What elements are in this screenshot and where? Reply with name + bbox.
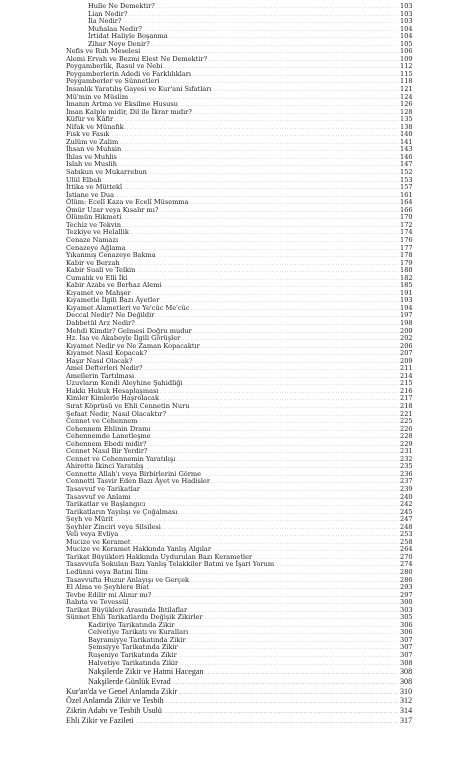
toc-entry-page-number: 231 xyxy=(400,448,418,456)
toc-entry-page-number: 307 xyxy=(400,644,418,652)
toc-entry-title: Dabbetül Arz Nedir? xyxy=(66,318,135,327)
toc-entry-title: Ölüm: Ecelî Kaza ve Ecelî Müsemma xyxy=(66,198,189,207)
toc-entry-page-number: 179 xyxy=(400,260,418,268)
toc-entry xyxy=(66,524,418,532)
toc-entry-title: Ölümün Hikmeti xyxy=(66,213,122,222)
toc-entry-title: Techiz ve Tekvin xyxy=(66,220,121,229)
toc-entry-title: Rabıta ve Tevessül xyxy=(66,598,129,607)
toc-entry xyxy=(88,677,418,687)
dot-leader xyxy=(88,11,398,19)
toc-entry-title: Celvetiye Tarikatı ve Kuralları xyxy=(88,628,189,637)
toc-entry-title: İman Kalple midir, Dil ile İkrar mıdır? xyxy=(66,107,192,116)
toc-entry-title: Sünnet Ehli Tarikatlarda Değişik Zikirler xyxy=(66,613,203,622)
toc-entry-page-number: 115 xyxy=(400,71,418,79)
toc-entry-page-number: 152 xyxy=(400,169,418,177)
toc-entry-page-number: 106 xyxy=(400,48,418,56)
toc-entry-title: Hulle Ne Demektir? xyxy=(88,2,155,10)
toc-entry-title: Muhalaa Nedir? xyxy=(88,24,142,33)
toc-entry-page-number: 207 xyxy=(400,350,418,358)
toc-list xyxy=(0,3,471,725)
toc-entry-page-number: 182 xyxy=(400,275,418,283)
toc-entry xyxy=(66,169,418,177)
toc-entry-title: Şeyh ve Mürit xyxy=(66,515,114,524)
toc-entry-page-number: 105 xyxy=(400,41,418,49)
toc-entry-title: Tevbe Edilir mi Alınır mı? xyxy=(66,590,152,599)
toc-entry-title: Kabir Suali ve Telkin xyxy=(66,266,136,275)
toc-entry-title: Kıyamet Alametleri ve Ye'cûc Me'cûc xyxy=(66,303,190,312)
toc-entry-page-number: 147 xyxy=(400,161,418,169)
toc-entry-page-number: 166 xyxy=(400,207,418,215)
toc-entry-page-number: 280 xyxy=(400,569,418,577)
toc-entry-title: Hakkı Hukuk Hesaplaşması xyxy=(66,386,159,395)
toc-entry-page-number: 229 xyxy=(400,441,418,449)
toc-entry-title: Cehennem Ehlinin Dramı xyxy=(66,424,151,433)
toc-entry-title: Tarikatların Yayılışı ve Çoğalması xyxy=(66,507,178,516)
toc-entry-page-number: 118 xyxy=(400,78,418,86)
toc-entry-title: Nakşilerde Zikir ve Hatmi Hacegan xyxy=(88,667,204,677)
toc-entry-page-number: 164 xyxy=(400,199,418,207)
toc-entry-title: El Alma ve Şeyhlere Biat xyxy=(66,583,149,592)
toc-entry-title: Kıyamet Nedir ve Ne Zaman Kopacaktır xyxy=(66,341,200,350)
toc-entry-title: İmanın Artma ve Eksilme Hususu xyxy=(66,100,178,109)
toc-entry-title: İhlas ve Muhlis xyxy=(66,152,117,161)
toc-entry-title: Mehdi Kimdir? Gelmesi Doğru mudur xyxy=(66,326,192,335)
toc-entry-title: İttika ve Müttekî xyxy=(66,183,123,192)
toc-entry-title: Şeyhler Zinciri veya Silsilesi xyxy=(66,522,161,531)
toc-entry-title: Kur'an'da ve Genel Anlamda Zikir xyxy=(66,686,178,696)
toc-entry xyxy=(66,706,418,716)
toc-entry-page-number: 157 xyxy=(400,184,418,192)
toc-entry-title: Ulül Elbab xyxy=(66,175,102,184)
toc-entry-page-number: 248 xyxy=(400,524,418,532)
toc-entry-title: Kıyametle İlgili Bazı Âyetler xyxy=(66,296,160,305)
toc-entry-page-number: 135 xyxy=(400,116,418,124)
toc-entry-title: Mucize ve Keramet Hakkında Yanlış Algılar xyxy=(66,545,212,554)
toc-entry xyxy=(88,3,418,11)
toc-entry-title: Sırat Köprüsü ve Ehli Cennetin Nuru xyxy=(66,401,190,410)
toc-entry-page-number: 112 xyxy=(400,63,418,71)
toc-entry-page-number: 221 xyxy=(400,411,418,419)
toc-entry xyxy=(66,696,418,706)
toc-entry-page-number: 140 xyxy=(400,131,418,139)
toc-entry-page-number: 240 xyxy=(400,494,418,502)
toc-entry-page-number: 211 xyxy=(400,365,418,373)
toc-entry-page-number: 143 xyxy=(400,146,418,154)
toc-entry-page-number: 264 xyxy=(400,546,418,554)
toc-entry-page-number: 153 xyxy=(400,177,418,185)
toc-entry-page-number: 124 xyxy=(400,94,418,102)
toc-entry-page-number: 121 xyxy=(400,86,418,94)
toc-entry-page-number: 197 xyxy=(400,312,418,320)
toc-entry xyxy=(66,146,418,154)
toc-entry xyxy=(66,124,418,132)
toc-entry-title: Fısk ve Fasık xyxy=(66,130,110,139)
toc-entry-page-number: 253 xyxy=(400,531,418,539)
toc-entry-page-number: 239 xyxy=(400,486,418,494)
toc-entry-page-number: 308 xyxy=(400,660,418,668)
toc-entry-title: Hz. İsa ve Akabeyle İlgili Görüşler xyxy=(66,334,181,343)
toc-entry-title: İla Nedir? xyxy=(88,17,122,26)
toc-entry-title: Cennet ve Cehennem xyxy=(66,417,138,426)
toc-entry-page-number: 128 xyxy=(400,109,418,117)
toc-entry-page-number: 307 xyxy=(400,637,418,645)
toc-entry-title: Şefaat Nedir, Nasıl Olacaktır? xyxy=(66,409,166,418)
toc-entry-page-number: 235 xyxy=(400,463,418,471)
toc-entry xyxy=(66,109,418,117)
toc-entry xyxy=(88,667,418,677)
toc-entry-page-number: 228 xyxy=(400,433,418,441)
toc-entry xyxy=(66,509,418,517)
toc-entry-title: Mucize ve Keramet xyxy=(66,537,131,546)
toc-entry-page-number: 218 xyxy=(400,403,418,411)
toc-entry-page-number: 242 xyxy=(400,501,418,509)
toc-entry-title: Kıyamet Nasıl Kopacak? xyxy=(66,349,148,358)
toc-entry-page-number: 303 xyxy=(400,607,418,615)
toc-entry-page-number: 178 xyxy=(400,252,418,260)
toc-entry-title: Yıkanmış Cenazeye Bakma xyxy=(66,251,156,260)
toc-entry-page-number: 308 xyxy=(400,667,418,677)
toc-entry-title: Ruşeniye Tarikatında Zikir xyxy=(88,651,177,660)
toc-entry-page-number: 306 xyxy=(400,629,418,637)
toc-entry-title: Ledünni veya Batıni İlim xyxy=(66,568,148,577)
toc-entry-title: Lian Nedir? xyxy=(88,9,128,18)
toc-entry-page-number: 141 xyxy=(400,139,418,147)
toc-entry-title: Cennette Allah'ı veya Birbirlerini Görme xyxy=(66,469,202,478)
toc-entry-title: Zulüm ve Zalim xyxy=(66,137,119,146)
toc-entry-page-number: 300 xyxy=(400,599,418,607)
toc-entry-title: Deccal Nedir? Ne Değildir xyxy=(66,311,155,320)
toc-entry-title: Cumalık ve Elli İki xyxy=(66,273,128,282)
toc-entry-page-number: 307 xyxy=(400,652,418,660)
toc-entry-page-number: 247 xyxy=(400,516,418,524)
toc-entry-page-number: 103 xyxy=(400,11,418,19)
toc-entry-title: Nifak ve Münafık xyxy=(66,122,124,131)
toc-entry xyxy=(66,154,418,162)
toc-entry-page-number: 209 xyxy=(400,358,418,366)
toc-entry-title: Tasavvufa Sokulan Bazı Yanlış Telakkiler Batıni ve İşari Yorum xyxy=(66,560,275,569)
toc-entry-title: Zikrin Adabı ve Tesbih Usulü xyxy=(66,705,162,715)
toc-entry-page-number: 103 xyxy=(400,18,418,26)
toc-entry-page-number: 308 xyxy=(400,677,418,687)
toc-entry-title: Kadiriye Tarikatında Zikir xyxy=(88,620,175,629)
toc-entry xyxy=(66,229,418,237)
toc-entry-title: Tasavvufta Huzur Anlayışı ve Gerçek xyxy=(66,575,190,584)
toc-entry-title: Cennet Nasıl Bir Yerdir? xyxy=(66,447,148,456)
toc-entry-title: Tezkiye ve Helallik xyxy=(66,228,129,237)
toc-entry-title: Veli veya Evliya xyxy=(66,530,119,539)
toc-entry-page-number: 176 xyxy=(400,237,418,245)
toc-entry-page-number: 104 xyxy=(400,33,418,41)
toc-entry-page-number: 305 xyxy=(400,614,418,622)
toc-entry-page-number: 104 xyxy=(400,26,418,34)
toc-entry-title: Ahirette İkinci Yaratılış xyxy=(66,462,144,471)
toc-entry-title: Haşır Nasıl Olacak? xyxy=(66,356,133,365)
toc-entry-title: Alemi Ervah ve Bezmi Elest Ne Demektir? xyxy=(66,54,208,63)
toc-entry-page-number: 172 xyxy=(400,222,418,230)
toc-entry-page-number: 258 xyxy=(400,539,418,547)
toc-entry-title: Tasavvuf ve Tarikatlar xyxy=(66,485,140,493)
toc-entry-title: Mü'min ve Müslim xyxy=(66,92,129,101)
toc-entry-page-number: 226 xyxy=(400,426,418,434)
toc-entry-page-number: 202 xyxy=(400,335,418,343)
toc-entry-title: Amellerin Tartılması xyxy=(66,371,135,380)
toc-entry-page-number: 194 xyxy=(400,305,418,313)
toc-entry-title: Cehennemde Lanetleşme xyxy=(66,432,151,441)
toc-entry-title: Zihar Neye Denir? xyxy=(88,39,150,48)
toc-entry xyxy=(66,131,418,139)
toc-entry-page-number: 214 xyxy=(400,373,418,381)
toc-entry-page-number: 109 xyxy=(400,56,418,64)
toc-entry-title: Ömür Uzar veya Kısalır mı? xyxy=(66,205,159,214)
toc-entry-title: Peygamberlerin Adedi ve Farklılıkları xyxy=(66,69,192,78)
toc-entry-title: Cenaze Namazı xyxy=(66,235,119,244)
toc-entry-title: Cehennem Ebedi midir? xyxy=(66,439,147,448)
toc-entry-title: Sabıkun ve Mukarrebun xyxy=(66,168,147,177)
toc-entry-title: Islah ve Muslih xyxy=(66,160,117,169)
toc-entry-page-number: 177 xyxy=(400,245,418,253)
toc-entry-page-number: 270 xyxy=(400,554,418,562)
toc-entry-page-number: 293 xyxy=(400,584,418,592)
toc-entry-title: Kıyamet ve Mahşer xyxy=(66,288,131,297)
toc-entry-title: Tarikat Büyükleri Arasında İhtilaflar xyxy=(66,605,188,614)
toc-entry-page-number: 170 xyxy=(400,214,418,222)
toc-entry-page-number: 312 xyxy=(400,696,418,706)
toc-entry-title: Özel Anlamda Zikir ve Tesbih xyxy=(66,696,164,706)
toc-entry-page-number: 174 xyxy=(400,229,418,237)
toc-entry-title: Küfür ve Kâfir xyxy=(66,115,114,124)
toc-entry-page-number: 185 xyxy=(400,282,418,290)
toc-entry-page-number: 245 xyxy=(400,509,418,517)
toc-entry-page-number: 237 xyxy=(400,478,418,486)
toc-entry-title: Peygamberlik, Rasul ve Nebi xyxy=(66,62,163,71)
toc-entry-title: Bayramiyye Tarikatında Zikir xyxy=(88,635,186,644)
toc-entry-page-number: 180 xyxy=(400,267,418,275)
toc-entry-page-number: 225 xyxy=(400,418,418,426)
toc-entry-title: Nakşilerde Günlük Evrad xyxy=(88,676,171,686)
toc-entry-title: İhsan ve Muhsin xyxy=(66,145,122,154)
toc-entry-page-number: 317 xyxy=(400,716,418,726)
toc-entry-page-number: 310 xyxy=(400,687,418,697)
toc-entry-page-number: 200 xyxy=(400,328,418,336)
toc-entry-page-number: 306 xyxy=(400,622,418,630)
toc-entry xyxy=(66,716,418,726)
toc-entry-title: Kimler Kimlerle Haşrolacak xyxy=(66,394,159,403)
toc-entry-title: Tasavvuf ve Anlamı xyxy=(66,492,131,501)
toc-entry-page-number: 138 xyxy=(400,124,418,132)
toc-entry-page-number: 103 xyxy=(400,3,418,11)
toc-entry-title: Halvetiye Tarikatında Zikir xyxy=(88,658,179,667)
toc-entry xyxy=(66,184,418,192)
toc-entry-page-number: 217 xyxy=(400,395,418,403)
toc-entry-page-number: 198 xyxy=(400,320,418,328)
toc-entry-page-number: 161 xyxy=(400,192,418,200)
toc-entry-page-number: 314 xyxy=(400,706,418,716)
toc-entry xyxy=(88,11,418,19)
toc-entry-title: İrtidat Haliyle Boşanma xyxy=(88,32,168,41)
toc-entry-title: Amel Defterleri Nedir? xyxy=(66,364,143,373)
toc-entry-page-number: 215 xyxy=(400,380,418,388)
toc-entry-page-number: 232 xyxy=(400,456,418,464)
toc-entry-title: Kabir ve Berzah xyxy=(66,258,120,267)
toc-entry-title: Kabir Azabı ve Berhaz Alemi xyxy=(66,281,162,290)
toc-entry-title: Peygamberler ve Sünnetleri xyxy=(66,77,160,86)
toc-entry-title: Cennetti Tasvir Eden Bazı Âyet ve Hadisler xyxy=(66,477,211,486)
toc-entry-page-number: 126 xyxy=(400,101,418,109)
toc-entry-title: İnsanlık Yaratılış Gayesi ve Kur'ani Sıfatları xyxy=(66,85,212,94)
toc-entry xyxy=(66,687,418,697)
toc-entry-page-number: 286 xyxy=(400,577,418,585)
toc-entry-page-number: 193 xyxy=(400,297,418,305)
toc-entry xyxy=(88,660,418,668)
toc-entry-title: Uzuvların Kendi Aleyhine Şahidliği xyxy=(66,379,183,388)
toc-entry-title: Tarikat Büyükleri Hakkında Uydurulan Bazı Kerametler xyxy=(66,552,253,561)
toc-entry-title: Ehli Zikir ve Fazileti xyxy=(66,715,134,725)
toc-entry-page-number: 274 xyxy=(400,561,418,569)
toc-entry-page-number: 206 xyxy=(400,343,418,351)
toc-entry-page-number: 146 xyxy=(400,154,418,162)
toc-entry-page-number: 297 xyxy=(400,592,418,600)
toc-entry-title: Tarikatlar ve Başlangıcı xyxy=(66,500,146,509)
toc-entry-page-number: 236 xyxy=(400,471,418,479)
toc-entry-title: Cennet ve Cehennemin Yaratılışı xyxy=(66,454,176,463)
toc-entry-page-number: 216 xyxy=(400,388,418,396)
toc-entry-title: Şemsiyye Tarikatında Zikir xyxy=(88,643,178,652)
toc-entry-title: Nefis ve Ruh Meselesi xyxy=(66,47,141,56)
toc-entry-title: İstiane ve Dua xyxy=(66,190,115,199)
toc-entry-title: Cenazeye Ağlama xyxy=(66,243,126,252)
toc-entry-page-number: 191 xyxy=(400,290,418,298)
